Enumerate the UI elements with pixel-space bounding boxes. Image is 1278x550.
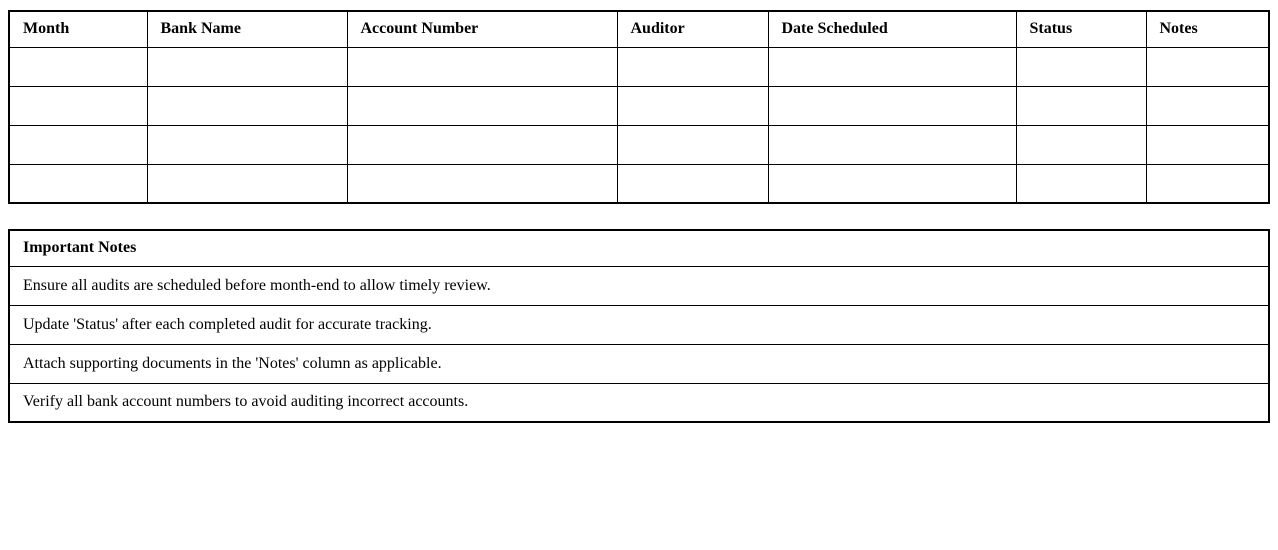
note-text: Attach supporting documents in the 'Notes' column as applicable.: [9, 344, 1269, 383]
note-text: Update 'Status' after each completed audit for accurate tracking.: [9, 305, 1269, 344]
schedule-empty-row: [9, 47, 1269, 86]
cell-month: [9, 86, 147, 125]
cell-month: [9, 125, 147, 164]
column-header-month: Month: [9, 11, 147, 47]
column-header-auditor: Auditor: [617, 11, 768, 47]
cell-status: [1016, 164, 1146, 203]
notes-header-row: [9, 230, 1269, 266]
schedule-header-row: [9, 11, 1269, 47]
cell-month: [9, 164, 147, 203]
cell-status: [1016, 86, 1146, 125]
column-header-account-number: Account Number: [347, 11, 617, 47]
cell-auditor: [617, 47, 768, 86]
note-row: [9, 266, 1269, 305]
cell-auditor: [617, 86, 768, 125]
schedule-empty-row: [9, 125, 1269, 164]
audit-schedule-table: [8, 10, 1270, 204]
cell-date-scheduled: [768, 164, 1016, 203]
important-notes-title: Important Notes: [9, 230, 1269, 266]
note-row: [9, 383, 1269, 422]
cell-auditor: [617, 125, 768, 164]
cell-notes: [1146, 164, 1269, 203]
cell-status: [1016, 125, 1146, 164]
cell-account-number: [347, 125, 617, 164]
column-header-status: Status: [1016, 11, 1146, 47]
cell-date-scheduled: [768, 47, 1016, 86]
cell-bank-name: [147, 164, 347, 203]
cell-month: [9, 47, 147, 86]
important-notes-table: [8, 229, 1270, 423]
cell-bank-name: [147, 125, 347, 164]
note-text: Ensure all audits are scheduled before month-end to allow timely review.: [9, 266, 1269, 305]
note-text: Verify all bank account numbers to avoid auditing incorrect accounts.: [9, 383, 1269, 422]
cell-date-scheduled: [768, 125, 1016, 164]
schedule-empty-row: [9, 86, 1269, 125]
cell-notes: [1146, 47, 1269, 86]
cell-date-scheduled: [768, 86, 1016, 125]
column-header-bank-name: Bank Name: [147, 11, 347, 47]
cell-notes: [1146, 86, 1269, 125]
cell-auditor: [617, 164, 768, 203]
cell-status: [1016, 47, 1146, 86]
cell-account-number: [347, 86, 617, 125]
cell-bank-name: [147, 86, 347, 125]
note-row: [9, 305, 1269, 344]
schedule-empty-row: [9, 164, 1269, 203]
cell-bank-name: [147, 47, 347, 86]
cell-account-number: [347, 47, 617, 86]
cell-account-number: [347, 164, 617, 203]
column-header-notes: Notes: [1146, 11, 1269, 47]
note-row: [9, 344, 1269, 383]
cell-notes: [1146, 125, 1269, 164]
column-header-date-scheduled: Date Scheduled: [768, 11, 1016, 47]
